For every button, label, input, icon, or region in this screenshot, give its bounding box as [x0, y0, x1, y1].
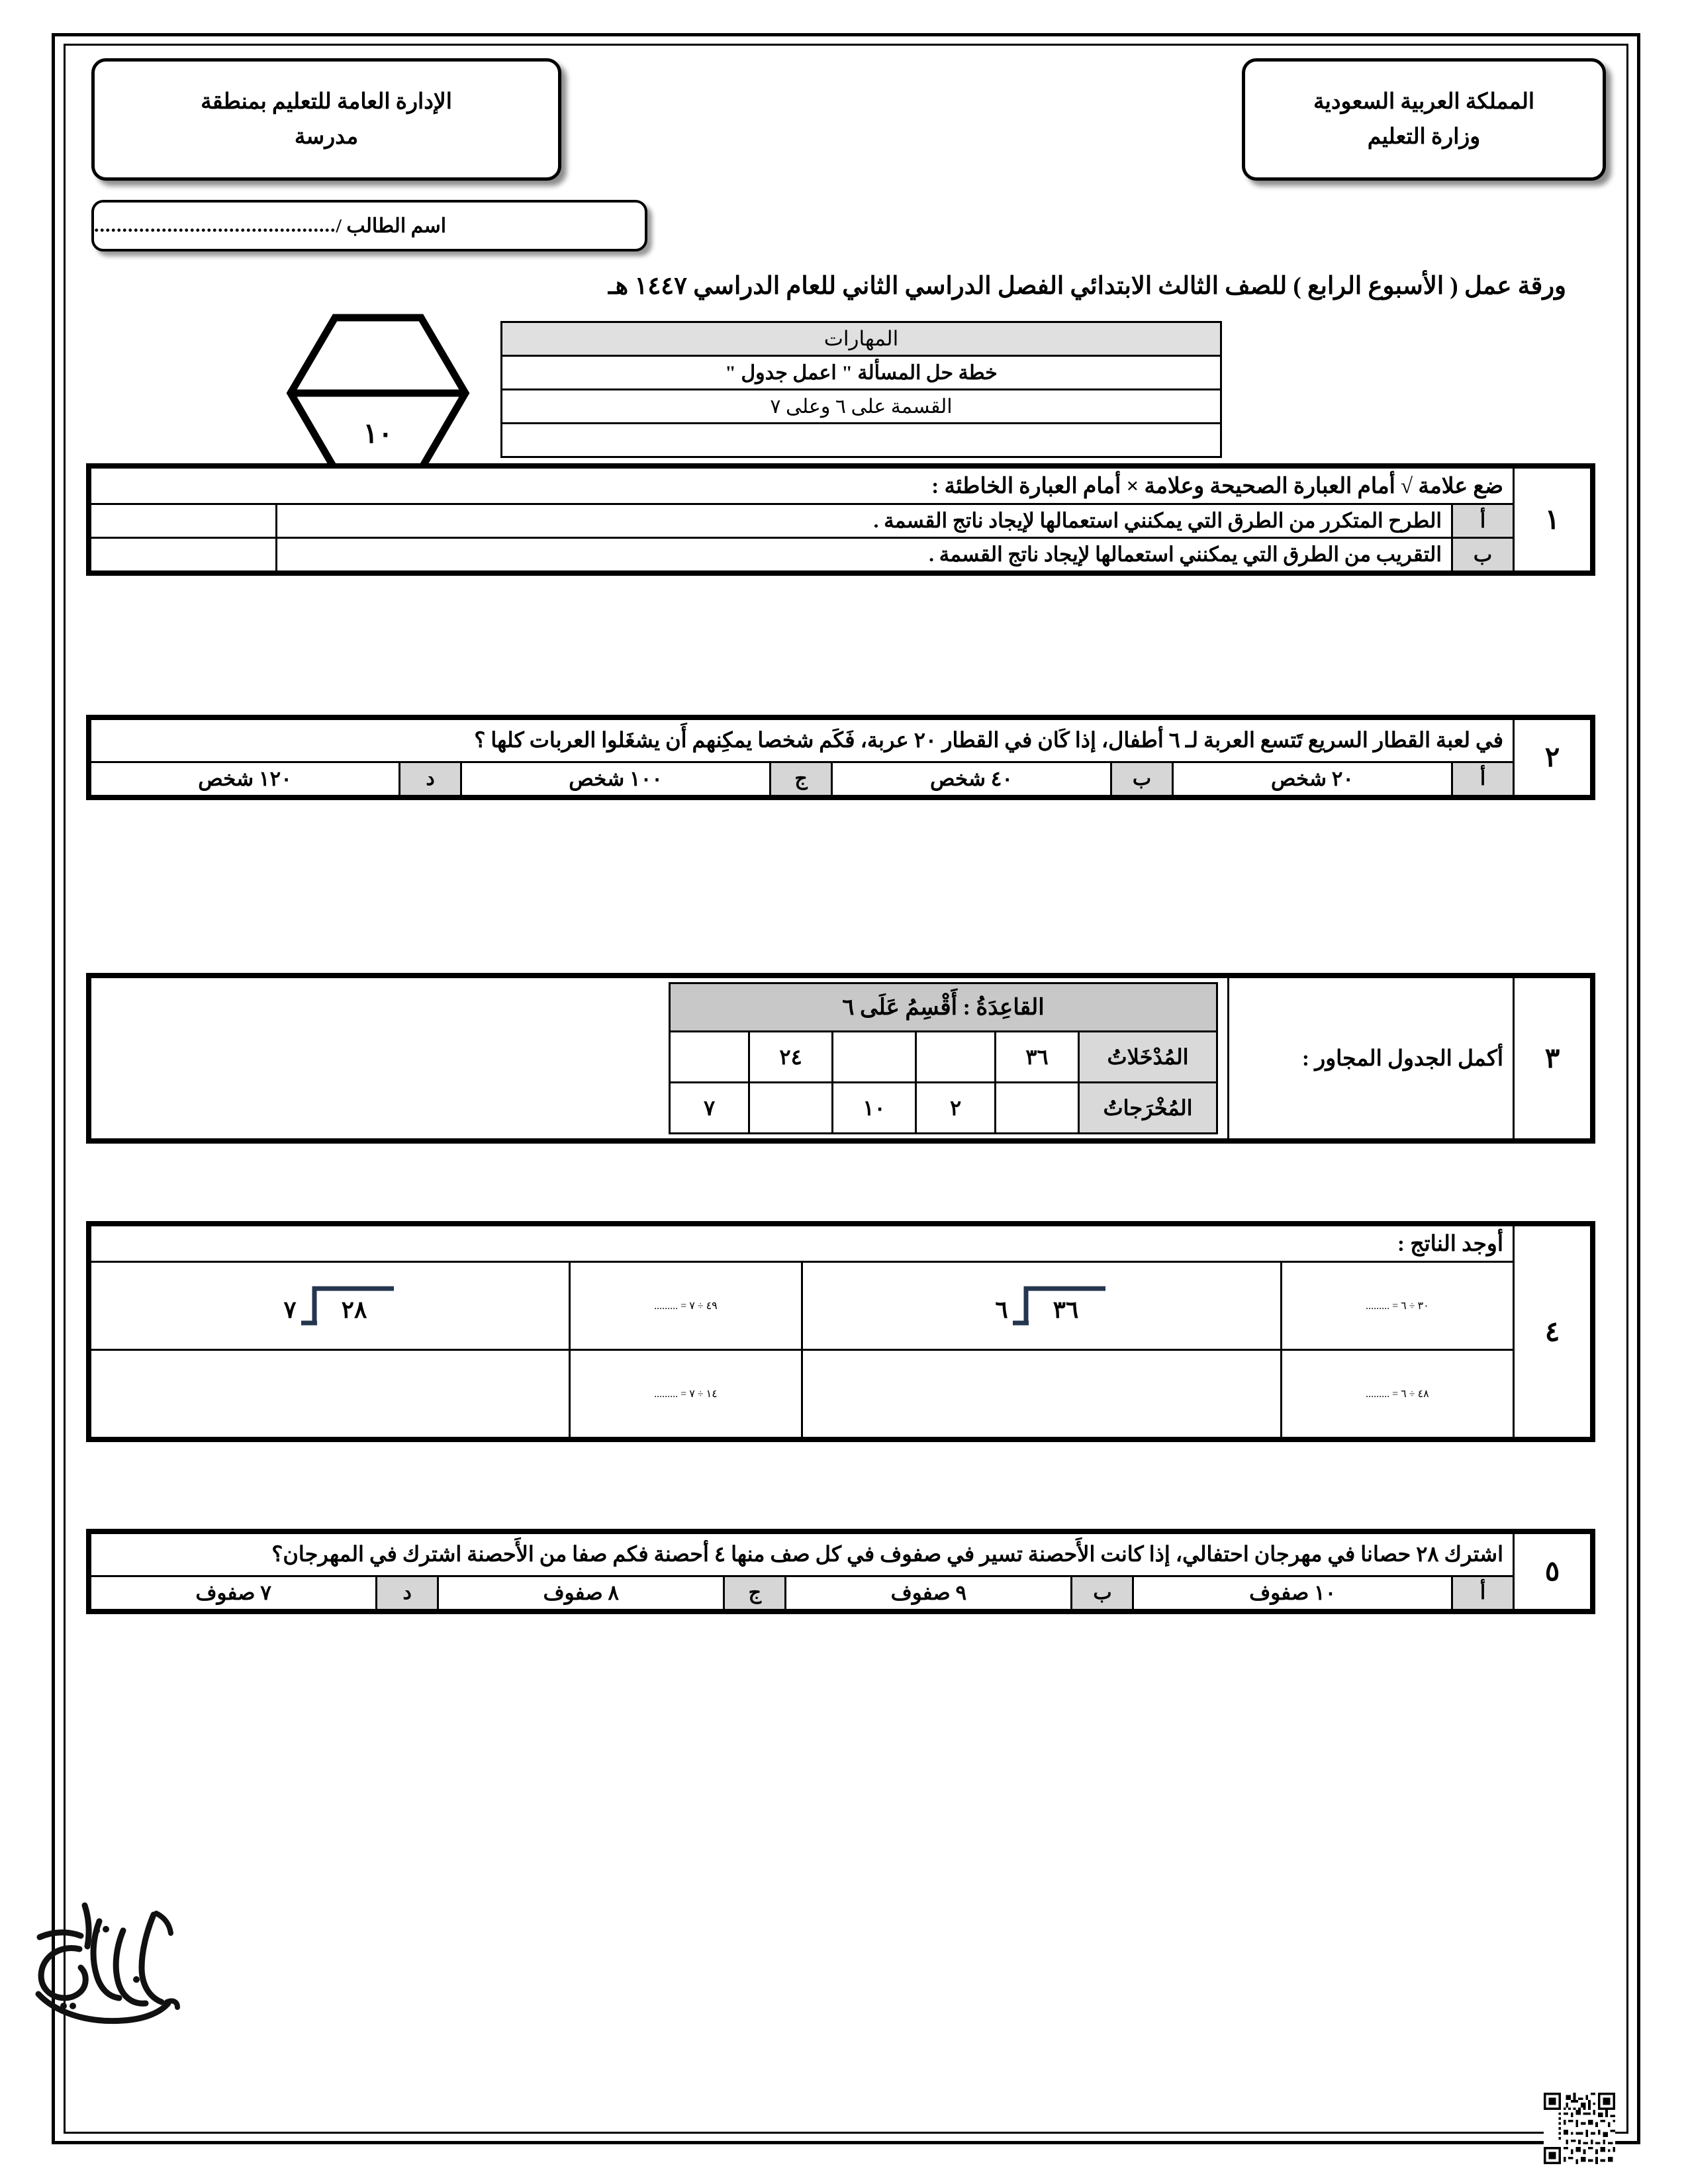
question-1-box [86, 463, 1595, 576]
output-cell-4[interactable] [749, 1083, 833, 1134]
question-4-prompt-row [91, 1226, 1591, 1262]
question-4-prompt: أوجد الناتج : [91, 1226, 1514, 1262]
input-cell-4[interactable]: ٢٤ [749, 1032, 833, 1083]
question-2-number: ٢ [1514, 719, 1591, 796]
q4-divisor-2: ٧ [283, 1296, 297, 1323]
skill-1: خطة حل المسألة " اعمل جدول " [502, 356, 1221, 390]
question-3-prompt: أكمل الجدول المجاور : [1229, 978, 1514, 1140]
inputs-label: المُدْخَلاتُ [1079, 1032, 1217, 1083]
skills-row [502, 390, 1221, 424]
q1-item-a-answer[interactable] [91, 504, 277, 538]
question-5-number: ٥ [1514, 1533, 1591, 1610]
q1-item-b-answer[interactable] [91, 538, 277, 572]
function-machine-table [669, 982, 1218, 1134]
directorate-name: الإدارة العامة للتعليم بمنطقة [201, 89, 452, 114]
q5-option-a-label: أ [1452, 1576, 1514, 1610]
score-hexagon [285, 312, 471, 475]
long-division-1 [965, 1271, 1117, 1338]
question-3-number: ٣ [1514, 978, 1591, 1140]
question-4-number: ٤ [1514, 1226, 1591, 1438]
outputs-label: المُخْرَجاتُ [1079, 1083, 1217, 1134]
question-3-table-cell [91, 978, 1229, 1140]
long-division-2 [254, 1271, 406, 1338]
skills-header-cell: المهارات [502, 322, 1221, 356]
q4-expression-3: ٤٨ ÷ ٦ = ......... [1366, 1388, 1429, 1400]
question-1-number: ١ [1514, 468, 1591, 572]
q4-cell-7[interactable] [569, 1350, 802, 1438]
question-2-text: في لعبة القطار السريع تَتسع العربة لـ ٦ أطفال، إذا كَان في القطار ٢٠ عربة، فَكَم شخصا يمكِنهم أَن يشغَلوا العربات كلها ؟ [91, 719, 1514, 762]
skills-row [502, 356, 1221, 390]
q1-item-a-label: أ [1452, 504, 1514, 538]
q4-cell-4[interactable] [91, 1262, 570, 1350]
q5-option-a-value[interactable]: ١٠ صفوف [1133, 1576, 1452, 1610]
input-cell-3[interactable] [833, 1032, 916, 1083]
page-content [73, 53, 1619, 2124]
q4-expression-2: ٤٩ ÷ ٧ = ......... [654, 1300, 718, 1312]
q5-option-d-label: د [377, 1576, 438, 1610]
question-1-prompt-row [91, 468, 1591, 504]
ministry-name: وزارة التعليم [1367, 124, 1481, 149]
skills-row [502, 424, 1221, 457]
score-hexagon-value: ١٠ [363, 419, 393, 449]
q2-option-c-value[interactable]: ١٠٠ شخص [461, 762, 771, 796]
q4-cell-3[interactable] [569, 1262, 802, 1350]
school-name: مدرسة [294, 124, 359, 149]
q4-divisor-1: ٦ [995, 1296, 1009, 1323]
question-3-box [86, 973, 1595, 1144]
q2-option-b-label: ب [1111, 762, 1173, 796]
q2-option-a-value[interactable]: ٢٠ شخص [1173, 762, 1452, 796]
student-name-label: اسم الطالب / [336, 214, 447, 237]
input-cell-5[interactable] [670, 1032, 749, 1083]
question-2-text-row [91, 719, 1591, 762]
question-1-item-row [91, 504, 1591, 538]
country-name: المملكة العربية السعودية [1313, 89, 1535, 114]
question-5-options-row [91, 1576, 1591, 1610]
output-cell-2[interactable]: ٢ [916, 1083, 996, 1134]
q1-item-a-text: الطرح المتكرر من الطرق التي يمكنني استعمالها لإيجاد ناتج القسمة . [277, 504, 1452, 538]
skill-2: القسمة على ٦ وعلى ٧ [502, 390, 1221, 424]
skill-3 [502, 424, 1221, 457]
question-2-box [86, 715, 1595, 800]
question-1-prompt: ضع علامة √ أمام العبارة الصحيحة وعلامة × أمام العبارة الخاطئة : [91, 468, 1514, 504]
q4-expression-1: ٣٠ ÷ ٦ = ......... [1366, 1300, 1429, 1312]
question-1-item-row [91, 538, 1591, 572]
q2-option-d-value[interactable]: ١٢٠ شخص [91, 762, 400, 796]
skills-header-row [502, 322, 1221, 356]
question-5-text-row [91, 1533, 1591, 1576]
function-rule: القاعِدَةُ : أَقْسِمُ عَلَى ٦ [670, 983, 1217, 1032]
output-cell-3[interactable]: ١٠ [833, 1083, 916, 1134]
q5-option-b-label: ب [1072, 1576, 1133, 1610]
q4-cell-8[interactable] [91, 1350, 570, 1438]
student-name-field[interactable] [91, 200, 647, 251]
student-name-blank: ........................................... [94, 214, 336, 236]
q2-option-b-value[interactable]: ٤٠ شخص [832, 762, 1111, 796]
q4-cell-6[interactable] [802, 1350, 1282, 1438]
q2-option-a-label: أ [1452, 762, 1514, 796]
output-cell-5[interactable]: ٧ [670, 1083, 749, 1134]
ministry-header-box [1242, 58, 1606, 181]
q4-cell-1[interactable] [1281, 1262, 1513, 1350]
q4-expression-4: ١٤ ÷ ٧ = ......... [654, 1388, 718, 1400]
output-cell-1[interactable] [996, 1083, 1079, 1134]
q5-option-b-value[interactable]: ٩ صفوف [786, 1576, 1072, 1610]
q2-option-c-label: ج [771, 762, 832, 796]
q5-option-c-label: ج [724, 1576, 786, 1610]
input-cell-1[interactable]: ٣٦ [996, 1032, 1079, 1083]
qr-code-icon [1544, 2093, 1615, 2164]
q4-cell-5[interactable] [1281, 1350, 1513, 1438]
skills-table [500, 321, 1222, 458]
q2-option-d-label: د [400, 762, 461, 796]
question-3-row [91, 978, 1591, 1140]
q5-option-d-value[interactable]: ٧ صفوف [91, 1576, 377, 1610]
question-4-row-2 [91, 1350, 1591, 1438]
question-5-box [86, 1529, 1595, 1614]
calligraphic-signature-icon [0, 1883, 212, 2035]
q5-option-c-value[interactable]: ٨ صفوف [438, 1576, 724, 1610]
q4-dividend-1: ٣٦ [1053, 1296, 1079, 1323]
q4-cell-2[interactable] [802, 1262, 1282, 1350]
question-4-box [86, 1221, 1595, 1442]
question-5-text: اشترك ٢٨ حصانا في مهرجان احتفالي، إذا كانت الأَحصنة تسير في صفوف في كل صف منها ٤ أحصنة فكم صفا من الأَحصنة اشترك في المهرجان؟ [91, 1533, 1514, 1576]
input-cell-2[interactable] [916, 1032, 996, 1083]
inputs-row [670, 1032, 1217, 1083]
question-4-row-1 [91, 1262, 1591, 1350]
rule-row [670, 983, 1217, 1032]
outputs-row [670, 1083, 1217, 1134]
education-directorate-box [91, 58, 561, 181]
question-2-options-row [91, 762, 1591, 796]
worksheet-title: ورقة عمل ( الأسبوع الرابع ) للصف الثالث الابتدائي الفصل الدراسي الثاني للعام الدراسي ١٤٤٧ هـ [608, 273, 1566, 300]
q1-item-b-text: التقريب من الطرق التي يمكنني استعمالها لإيجاد ناتج القسمة . [277, 538, 1452, 572]
q1-item-b-label: ب [1452, 538, 1514, 572]
q4-dividend-2: ٢٨ [342, 1296, 367, 1323]
